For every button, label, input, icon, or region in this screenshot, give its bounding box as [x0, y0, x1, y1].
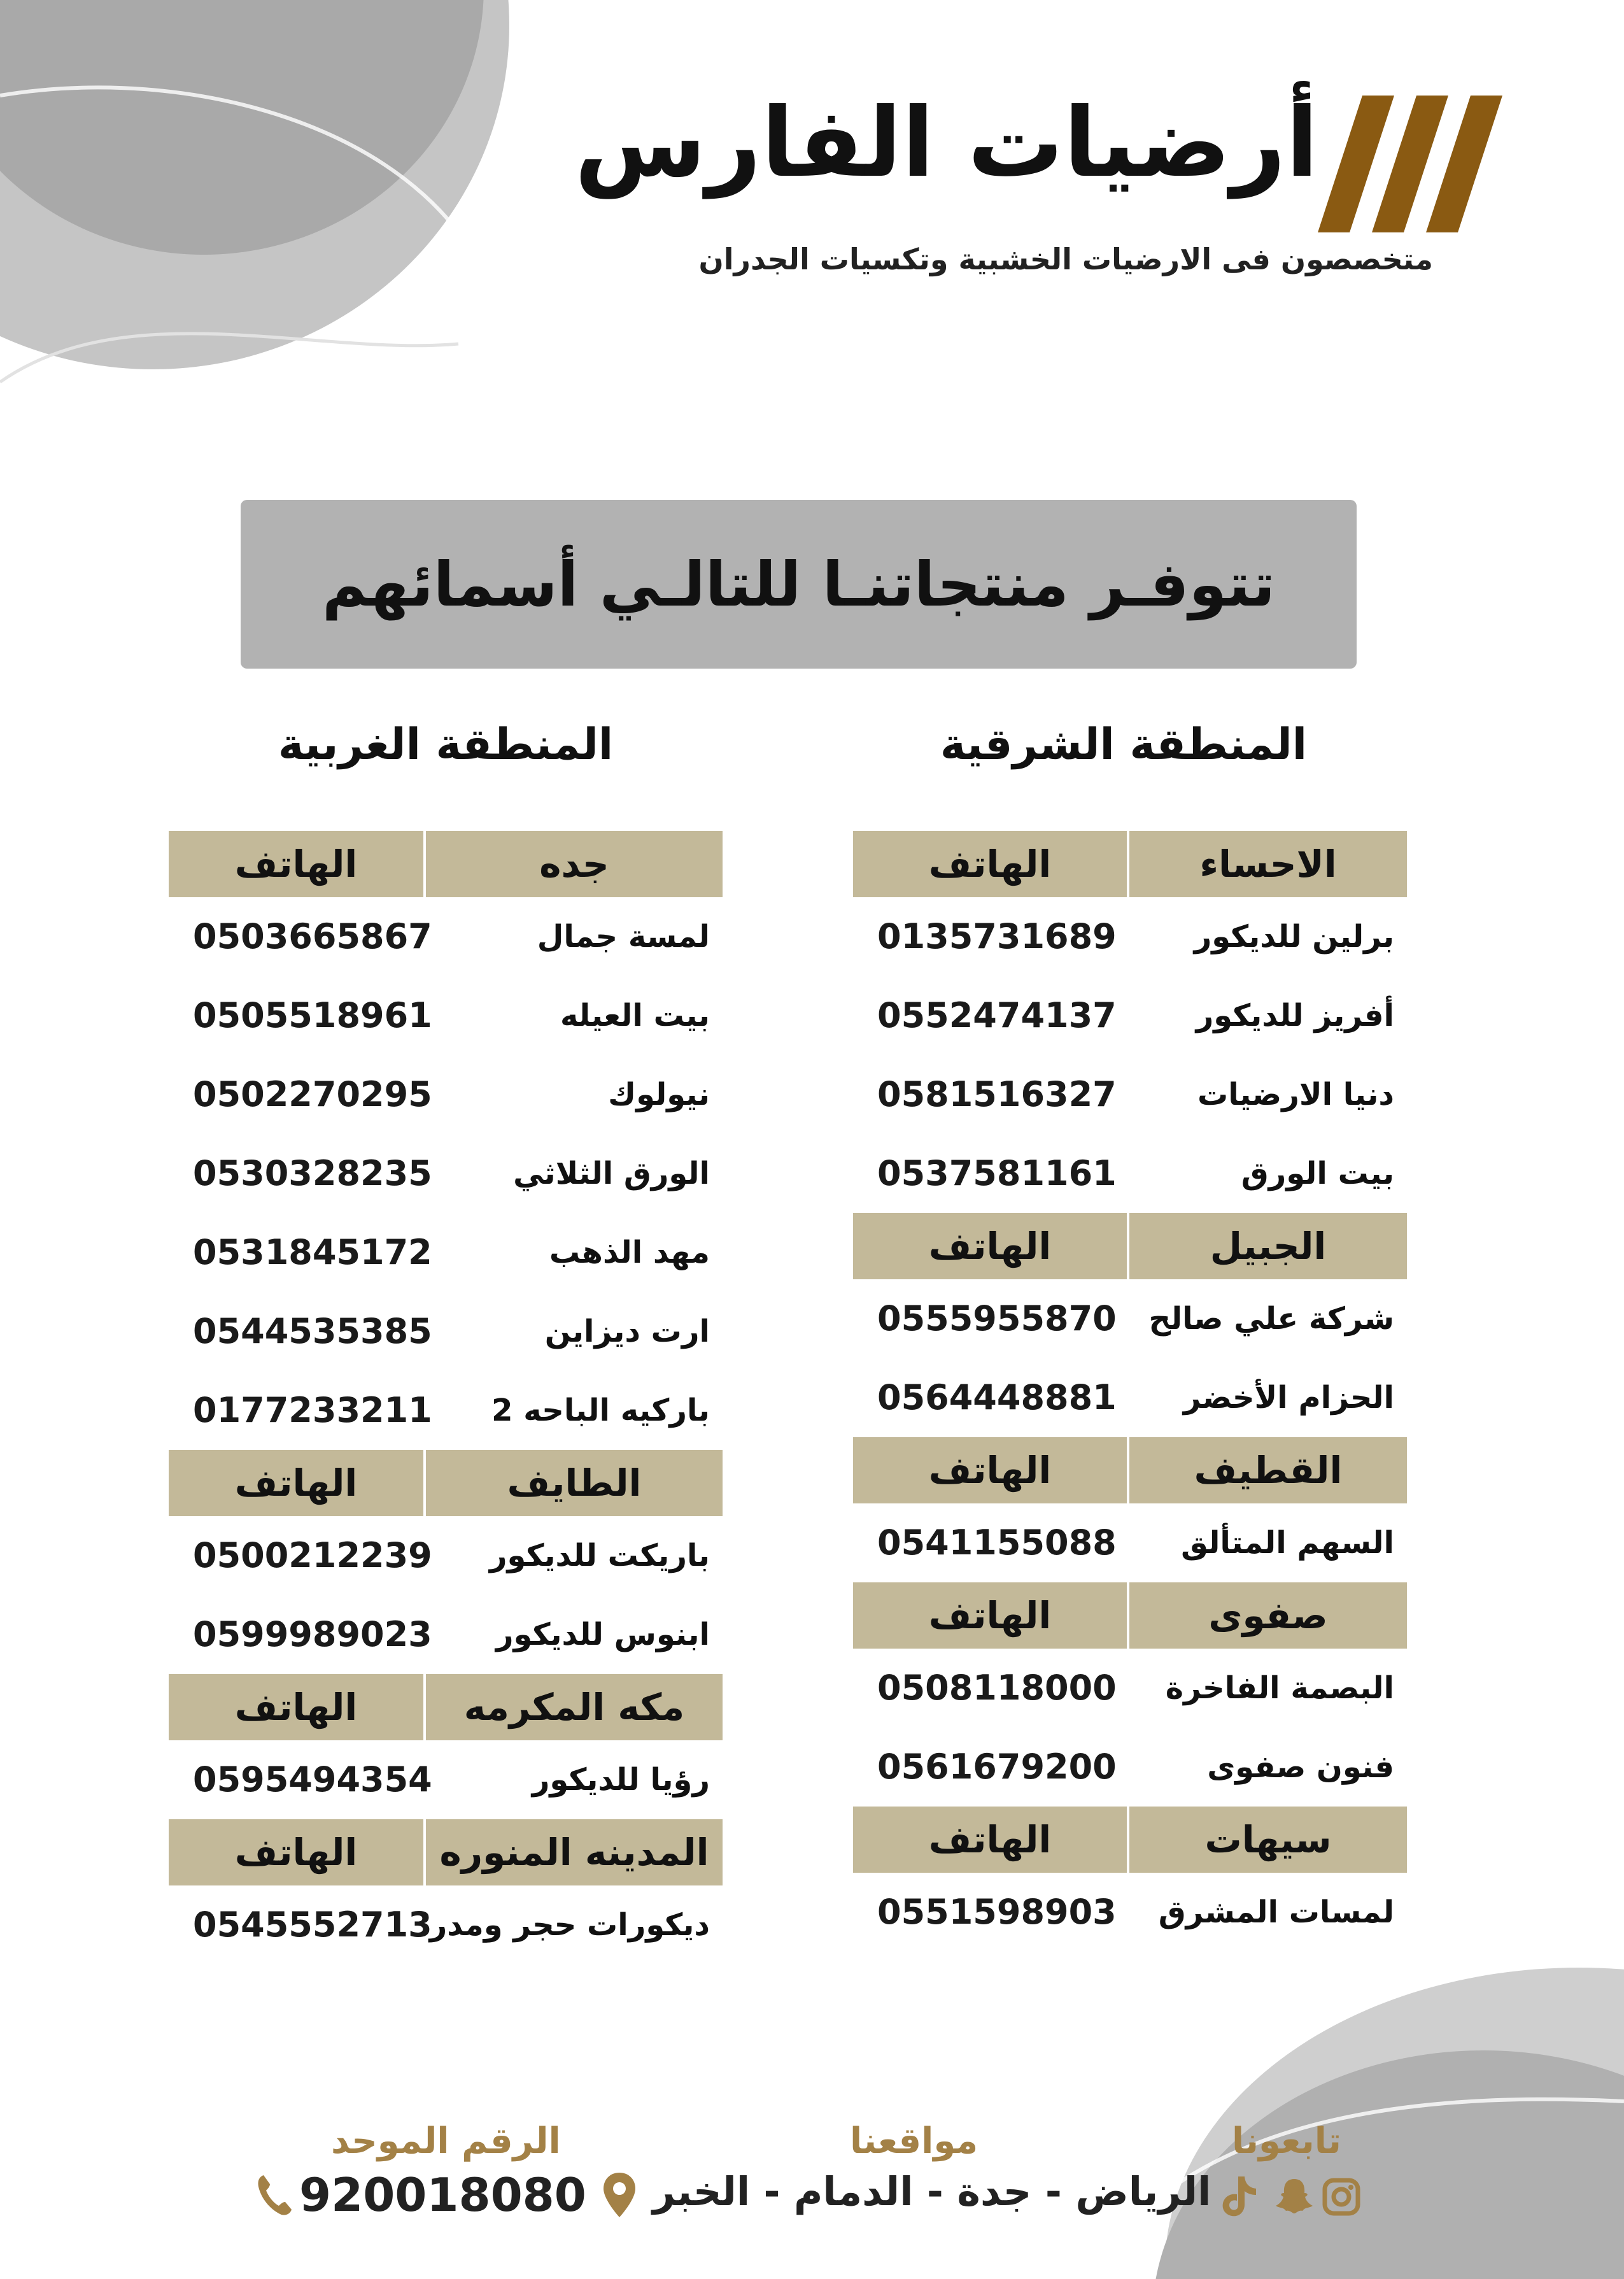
store-phone[interactable]: 0581516327: [877, 1074, 1117, 1114]
store-phone[interactable]: 0551598903: [877, 1892, 1117, 1932]
table-row: [853, 897, 1407, 976]
snapchat-icon[interactable]: [1273, 2175, 1315, 2217]
unified-number-label: الرقم الموحد: [331, 2120, 561, 2162]
east-region-title: المنطقة الشرقية: [940, 720, 1308, 770]
table-row: [169, 897, 723, 976]
section-header: [853, 1582, 1407, 1649]
table-row: [169, 976, 723, 1055]
store-phone[interactable]: 0505518961: [193, 995, 432, 1035]
phone-column-header: الهاتف: [928, 1594, 1052, 1637]
city-name: جده: [539, 842, 609, 886]
table-row: [169, 1885, 723, 1964]
store-phone[interactable]: 0555955870: [877, 1298, 1117, 1338]
store-phone[interactable]: 0503665867: [193, 916, 432, 956]
location-pin-icon: [602, 2171, 637, 2219]
phone-column-header: الهاتف: [234, 1461, 358, 1505]
table-row: [853, 1358, 1407, 1437]
brand-tagline: متخصصون فى الارضيات الخشبية وتكسيات الجدران: [698, 242, 1433, 276]
phone-column-header: الهاتف: [928, 1225, 1052, 1268]
table-row: [853, 1279, 1407, 1358]
phone-column-header: الهاتف: [928, 842, 1052, 886]
store-phone[interactable]: 0545552713: [193, 1905, 432, 1945]
store-name: الورق الثلاثي: [513, 1156, 710, 1191]
heading-banner: [241, 500, 1357, 669]
phone-icon: [255, 2173, 294, 2217]
locations-label: مواقعنا: [850, 2120, 978, 2162]
table-row: [853, 1503, 1407, 1582]
city-name: سيهات: [1204, 1818, 1332, 1861]
table-row: [853, 976, 1407, 1055]
city-name: مكه المكرمه: [463, 1686, 685, 1729]
store-name: شركة علي صالح: [1148, 1301, 1394, 1337]
phone-column-header: الهاتف: [234, 1831, 358, 1874]
store-phone[interactable]: 0595494354: [193, 1759, 432, 1800]
store-name: لمسة جمال: [537, 919, 710, 955]
store-phone[interactable]: 0135731689: [877, 916, 1117, 956]
section-header: [853, 831, 1407, 897]
unified-number-value[interactable]: 920018080: [299, 2168, 586, 2222]
store-name: نيولوك: [608, 1077, 710, 1112]
store-phone[interactable]: 0531845172: [193, 1232, 432, 1272]
brand-name: أرضيات الفارس: [574, 88, 1318, 199]
table-row: [169, 1134, 723, 1213]
tiktok-icon[interactable]: [1219, 2174, 1259, 2219]
store-name: بيت الورق: [1241, 1156, 1394, 1191]
store-name: باركيه الباحه 2: [491, 1393, 710, 1428]
store-name: بيت العيله: [560, 998, 710, 1033]
city-name: المدينه المنوره: [439, 1831, 709, 1874]
store-name: ارت ديزاين: [544, 1314, 710, 1349]
page-heading: تتوفـر منتجاتنـا للتالـي أسمائهم: [321, 548, 1276, 620]
store-phone[interactable]: 0500212239: [193, 1535, 432, 1575]
phone-column-header: الهاتف: [234, 842, 358, 886]
brand-stripes-icon: [1318, 96, 1502, 232]
follow-label: تابعونا: [1232, 2120, 1341, 2162]
table-row: [853, 1873, 1407, 1952]
store-name: برلين للديكور: [1194, 919, 1394, 955]
section-header: [853, 1807, 1407, 1873]
table-row: [169, 1055, 723, 1134]
table-row: [169, 1595, 723, 1674]
store-phone[interactable]: 0544535385: [193, 1311, 432, 1351]
section-header: [853, 1213, 1407, 1279]
west-region-title: المنطقة الغربية: [278, 720, 614, 770]
city-name: الاحساء: [1199, 842, 1337, 886]
store-name: ديكورات حجر ومدر: [429, 1907, 710, 1943]
city-name: القطيف: [1194, 1449, 1343, 1492]
locations-value: الرياض - جدة - الدمام - الخبر: [653, 2168, 1211, 2215]
store-name: رؤيا للديكور: [532, 1762, 710, 1798]
phone-column-header: الهاتف: [928, 1449, 1052, 1492]
section-header: [169, 1450, 723, 1516]
phone-column-header: الهاتف: [234, 1686, 358, 1729]
store-phone[interactable]: 0541155088: [877, 1523, 1117, 1563]
table-row: [169, 1213, 723, 1292]
table-row: [169, 1516, 723, 1595]
store-phone[interactable]: 0177233211: [193, 1390, 432, 1430]
table-row: [169, 1292, 723, 1371]
store-phone[interactable]: 0537581161: [877, 1153, 1117, 1193]
table-row: [853, 1649, 1407, 1728]
city-name: الطايف: [507, 1461, 642, 1505]
city-name: الجبيل: [1210, 1225, 1327, 1268]
instagram-icon[interactable]: [1321, 2176, 1362, 2217]
table-row: [853, 1134, 1407, 1213]
store-name: الحزام الأخضر: [1183, 1380, 1394, 1416]
section-header: [169, 1674, 723, 1740]
section-header: [169, 831, 723, 897]
section-header: [169, 1819, 723, 1885]
store-phone[interactable]: 0530328235: [193, 1153, 432, 1193]
store-phone[interactable]: 0564448881: [877, 1377, 1117, 1417]
section-header: [853, 1437, 1407, 1503]
store-name: دنيا الارضيات: [1197, 1077, 1394, 1112]
table-row: [169, 1371, 723, 1450]
store-name: السهم المتألق: [1181, 1525, 1394, 1561]
store-name: ابنوس للديكور: [495, 1617, 710, 1652]
store-name: فنون صفوى: [1207, 1749, 1394, 1785]
store-name: أفريز للديكور: [1196, 998, 1394, 1033]
store-name: لمسات المشرق: [1158, 1894, 1394, 1930]
store-phone[interactable]: 0508118000: [877, 1668, 1117, 1708]
city-name: صفوى: [1208, 1594, 1328, 1637]
table-row: [853, 1055, 1407, 1134]
table-row: [169, 1740, 723, 1819]
store-name: البصمة الفاخرة: [1165, 1670, 1394, 1706]
phone-column-header: الهاتف: [928, 1818, 1052, 1861]
store-name: باريكت للديكور: [489, 1538, 710, 1573]
store-phone[interactable]: 0502270295: [193, 1074, 432, 1114]
store-phone[interactable]: 0552474137: [877, 995, 1117, 1035]
store-phone[interactable]: 0561679200: [877, 1747, 1117, 1787]
store-phone[interactable]: 0599989023: [193, 1614, 432, 1654]
table-row: [853, 1728, 1407, 1807]
store-name: مهد الذهب: [549, 1235, 710, 1270]
